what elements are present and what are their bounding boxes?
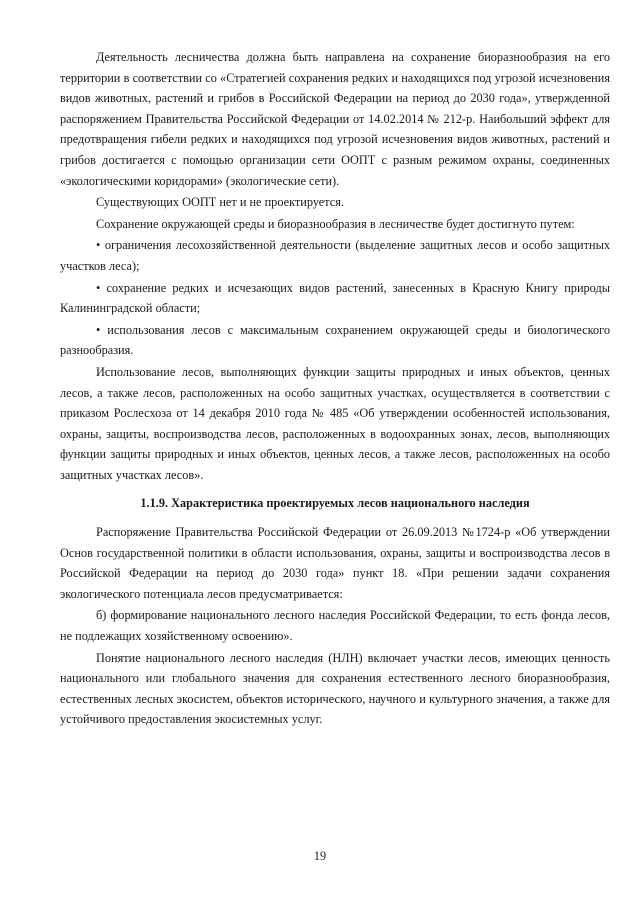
section-heading: 1.1.9. Характеристика проектируемых лесов национального наследия	[140, 496, 530, 511]
paragraph-preservation-ways: Сохранение окружающей среды и биоразнообразия в лесничестве будет достигнуто путем:	[96, 216, 575, 231]
bullet-rare-species: • сохранение редких и исчезающих видов растений, занесенных в Красную Книгу природы Калининградской области;	[60, 280, 610, 316]
bullet-forest-use: • использования лесов с максимальным сохранением окружающей среды и биологического разнообразия.	[60, 322, 610, 358]
paragraph-government-order: Распоряжение Правительства Российской Федерации от 26.09.2013 №1724-р «Об утверждении Основ государственной политики в области использования, охраны, защиты и воспроизводства лесов в Российской Федерации на период до 2030 года» пункт 18. «При решении задачи сохранения экологического потенциала лесов предусматривается:	[60, 525, 610, 601]
bullet-restrict-forestry: • ограничения лесохозяйственной деятельности (выделение защитных лесов и особо защитных участков леса);	[60, 238, 610, 273]
paragraph-no-oopt: Существующих ООПТ нет и не проектируется.	[96, 195, 344, 210]
paragraph-protective-forests: Использование лесов, выполняющих функции защиты природных и иных объектов, ценных лесов, а также лесов, расположенных на особо защитных участках, осуществляется в соответствии с приказом Рослесхоза от 14 декабря 2010 года № 485 «Об утверждении особенностей использования, охраны, защиты, воспроизводства лесов, расположенных в водоохранных зонах, лесов, выполняющих функции защиты природных и иных объектов, ценных лесов, а также лесов, расположенных на особо защитных участках лесов».	[60, 364, 610, 482]
paragraph-biodiversity-strategy: Деятельность лесничества должна быть направлена на сохранение биоразнообразия на его территории в соответствии со «Стратегией сохранения редких и находящихся под угрозой исчезновения видов животных, растений и грибов в Российской Федерации на период до 2030 года», утвержденной распоряжением Правительства Российской Федерации от 14.02.2014 № 212-р. Наибольший эффект для предотвращения гибели редких и находящихся под угрозой исчезновения видов животных, растений и грибов достигается с помощью организации сети ООПТ с разным режимом охраны, соединенных «экологическими коридорами» (экологические сети).	[60, 50, 610, 188]
paragraph-nln-definition: Понятие национального лесного наследия (НЛН) включает участки лесов, имеющих ценность национального или глобального значения для сохранения естественного лесного биоразнообразия, естественных лесных экосистем, объектов исторического, научного и культурного значения, а также для устойчивого предоставления экосистемных услуг.	[60, 650, 610, 727]
paragraph-national-heritage-item: б) формирование национального лесного наследия Российской Федерации, то есть фонда лесов, не подлежащих хозяйственному освоению».	[60, 608, 610, 644]
page-number: 19	[313, 849, 327, 863]
